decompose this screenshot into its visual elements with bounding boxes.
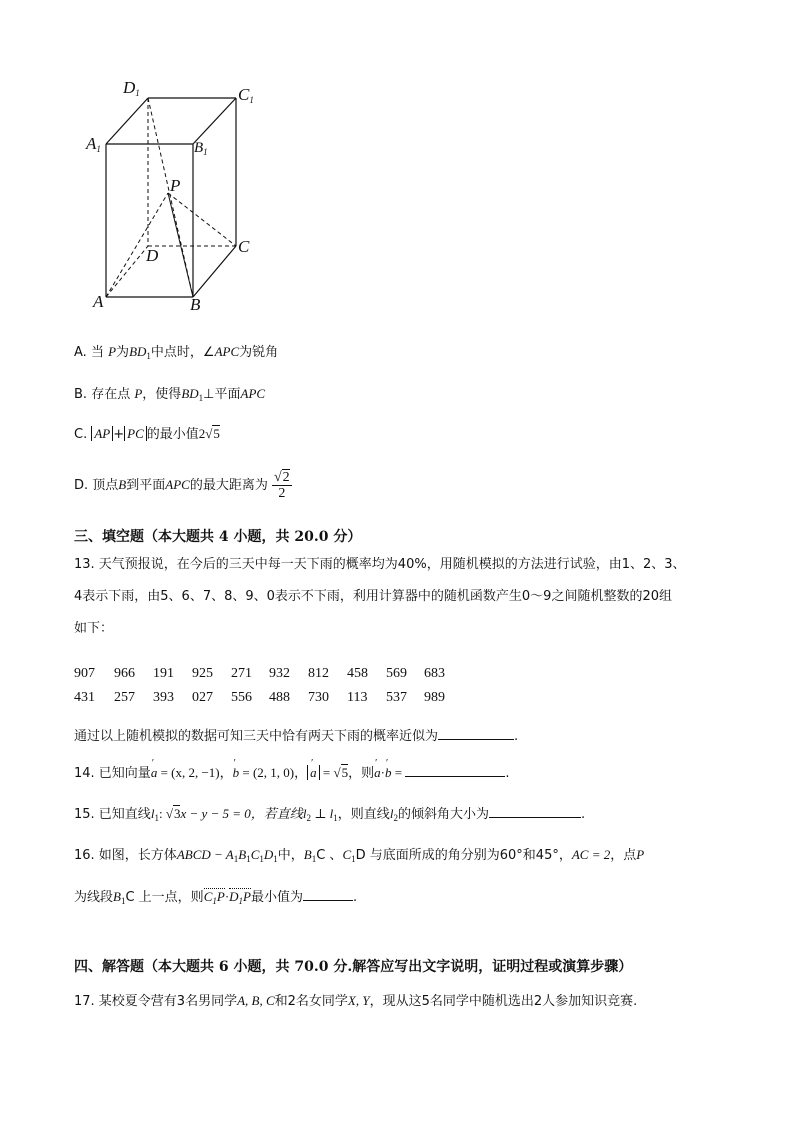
- option-b: B. 存在点 P，使得$BD_1\perp$平面APC: [74, 386, 266, 403]
- q15-line: 15. 已知直线$l_1$: √3x − y − 5 = 0，若直线$l_2$ ⊥ $l_1$，则直线$l_2$的倾斜角大小为 .: [74, 806, 586, 823]
- option-d: D. 顶点B到平面APC的最大距离为 $\frac{√2}{2}$: [74, 470, 290, 501]
- q16-line2: 为线段$B_1C$ 上一点，则$C_1P\cdot D_1P$最小值为 .: [74, 889, 358, 906]
- random-numbers-row-2: 431 257 393 027 556 488 730 113 537 989: [74, 690, 445, 705]
- segment-PB: [168, 193, 193, 297]
- cuboid-figure: [80, 78, 280, 318]
- edge-A1D1: [106, 98, 148, 144]
- section-3-title: 三、填空题（本大题共 4 小题，共 20.0 分）: [74, 529, 362, 545]
- section-4-title: 四、解答题（本大题共 6 小题，共 70.0 分.解答应写出文字说明，证明过程或演算步骤）: [74, 959, 633, 975]
- label-C1: $C_1$: [238, 85, 254, 105]
- label-A: A: [93, 292, 104, 311]
- q13-line1: 13. 天气预报说，在今后的三天中每一天下雨的概率均为40%，用随机模拟的方法进行试验，由1、2、3、: [74, 557, 686, 572]
- label-B: B: [190, 295, 201, 314]
- q13-answer-blank[interactable]: [438, 727, 514, 740]
- label-A1: $A_1$: [86, 134, 101, 154]
- q13-line3: 如下：: [74, 621, 114, 636]
- q14-answer-blank[interactable]: [405, 764, 505, 777]
- q13-conclusion: 通过以上随机模拟的数据可知三天中恰有两天下雨的概率近似为 .: [74, 729, 519, 744]
- label-D: D: [146, 246, 159, 265]
- q14-line: 14. 已知向量ʹ a = (x, 2, −1)，ʹ b = (2, 1, 0)，ʹ a = √5，则ʹ a·ʹ b = .: [74, 764, 509, 782]
- edge-BC: [193, 246, 236, 297]
- label-P: P: [170, 176, 181, 195]
- label-C: C: [238, 237, 250, 256]
- option-c: C. AP + PC 的最小值2√5: [74, 426, 220, 442]
- edge-B1C1: [193, 98, 236, 144]
- q15-answer-blank[interactable]: [489, 805, 581, 818]
- segment-PC: [168, 193, 236, 246]
- edge-AD: [106, 246, 148, 297]
- q17-line: 17. 某校夏令营有3名男同学A, B, C和2名女同学X, Y，现从这5名同学中随机选出2人参加知识竞赛.: [74, 993, 638, 1009]
- q13-line2: 4表示下雨，由5、6、7、8、9、0表示不下雨，利用计算器中的随机函数产生0～9之间随机整数的20组: [74, 589, 672, 604]
- segment-AP: [106, 193, 168, 297]
- option-a: A. 当 P为$BD_1$中点时，∠APC为锐角: [74, 344, 279, 361]
- q16-line1: 16. 如图，长方体ABCD − $A_1B_1C_1D_1$中，$B_1C$ 、$C_1D$ 与底面所成的角分别为60°和45°，AC = 2，点P: [74, 847, 645, 864]
- label-B1: $B_1$: [194, 140, 208, 157]
- q16-answer-blank[interactable]: [303, 888, 353, 901]
- random-numbers-row-1: 907 966 191 925 271 932 812 458 569 683: [74, 666, 445, 681]
- label-D1: $D_1$: [123, 78, 140, 98]
